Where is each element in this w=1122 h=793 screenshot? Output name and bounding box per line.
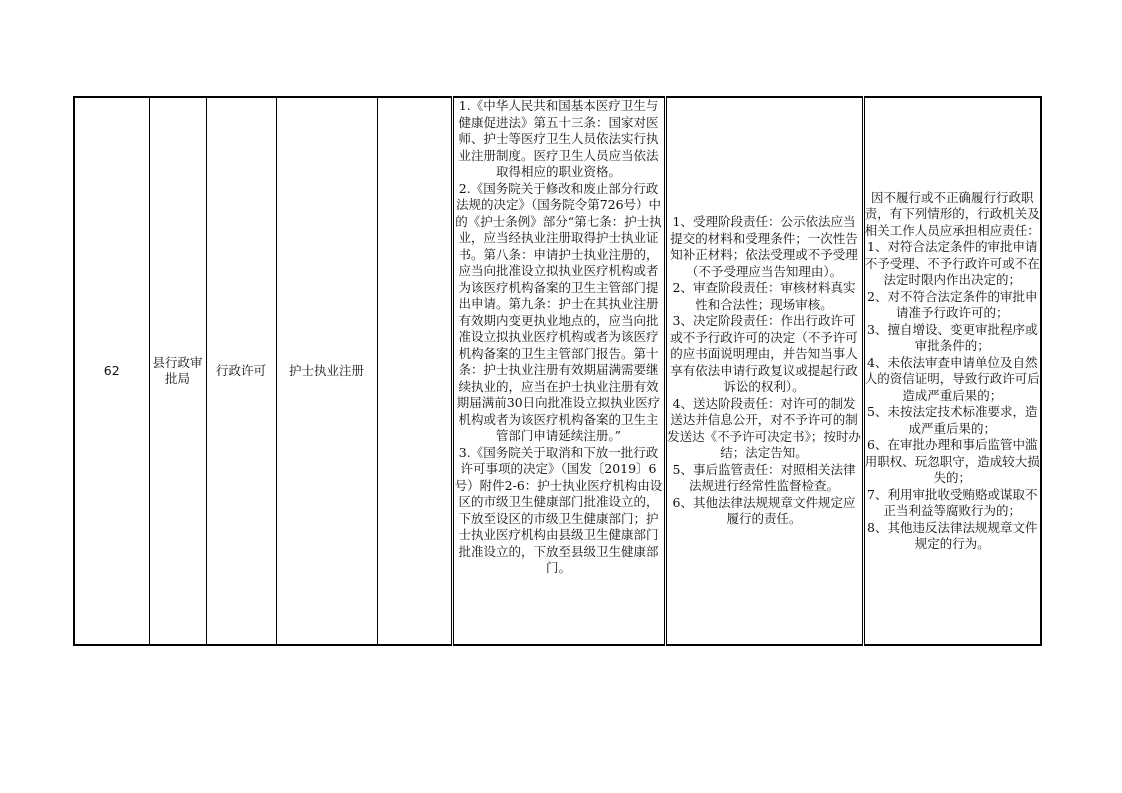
legal-basis-item: 2.《国务院关于修改和废止部分行政法规的决定》（国务院令第726号）中的《护士条例》部分“第七条：护士执业，应当经执业注册取得护士执业证书。第八条：申请护士执业注册的，应当向批准设立拟执业医疗机构或者为该医疗机构备案的卫生主管部门提出申请。第九条：护士在其执业注册有效期内变更执业地点的，应当向批准设立拟执业医疗机构或者为该医疗机构备案的卫生主管部门报告。第十条：护士执业注册有效期届满需要继续执业的，应当在护士执业注册有效期届满前30日向批准设立拟执业医疗机构或者为该医疗机构备案的卫生主管部门申请延续注册。” [455,180,662,443]
liability-item: 7、利用审批收受贿赂或谋取不正当利益等腐败行为的； [867,486,1038,518]
legal-basis-item: 3.《国务院关于取消和下放一批行政许可事项的决定》（国发〔2019〕6号）附件2-6：护士执业医疗机构由设区的市级卫生健康部门批准设立的，下放至设区的市级卫生健康部门；护士执业医疗机构由县级卫生健康部门批准设立的，下放至县级卫生健康部门。 [454,444,663,575]
duty-item: 6、其他法律法规规章文件规定应履行的责任。 [672,494,856,527]
duties-cell [665,97,863,645]
liability-item: 5、未按法定技术标准要求，造成严重后果的； [867,404,1038,436]
department-cell: 县行政审批局 [149,97,206,645]
liability-item: 2、对不符合法定条件的审批申请准予行政许可的； [867,288,1038,320]
subitem-cell [377,97,452,645]
item-name-cell: 护士执业注册 [276,97,377,645]
liability-item: 1、对符合法定条件的审批申请不予受理、不予行政许可或不在法定时限内作出决定的； [864,239,1040,287]
legal-basis-list [454,98,664,644]
responsibility-table [73,96,1042,646]
duty-item: 5、事后监管责任：对照相关法律法规进行经常性监督检查。 [672,461,856,494]
table-row [74,97,1041,645]
liability-item: 4、未依法审查申请单位及自然人的资信证明，导致行政许可后造成严重后果的； [864,354,1040,403]
duty-item: 2、审查阶段责任：审核材料真实性和合法性；现场审核。 [672,280,856,312]
liability-item: 6、在审批办理和事后监管中滥用职权、玩忽职守，造成较大损失的； [864,437,1040,485]
liability-cell [863,97,1041,645]
duty-item: 1、受理阶段责任：公示依法应当提交的材料和受理条件；一次性告知补正材料；依法受理或不予受理（不予受理应当告知理由）。 [670,214,858,279]
legal-basis-cell [452,97,665,645]
category-cell: 行政许可 [206,97,276,645]
liability-item: 3、擅自增设、变更审批程序或审批条件的； [867,321,1038,353]
liability-item: 8、其他违反法律法规规章文件规定的行为。 [867,519,1038,551]
duty-item: 4、送达阶段责任：对许可的制发送达并信息公开，对不予许可的制发送达《不予许可决定书》；按时办结；法定告知。 [667,395,861,461]
duty-item: 3、决定阶段责任：作出行政许可或不予行政许可的决定（不予许可的应书面说明理由，并告知当事人享有依法申请行政复议或提起行政诉讼的权利）。 [670,313,858,395]
legal-basis-item: 1.《中华人民共和国基本医疗卫生与健康促进法》第五十三条：国家对医师、护士等医疗卫生人员依法实行执业注册制度。医疗卫生人员应当依法取得相应的职业资格。 [458,98,659,179]
liability-item: 因不履行或不正确履行行政职责，有下列情形的，行政机关及相关工作人员应承担相应责任： [864,189,1040,238]
row-number: 62 [74,97,149,645]
